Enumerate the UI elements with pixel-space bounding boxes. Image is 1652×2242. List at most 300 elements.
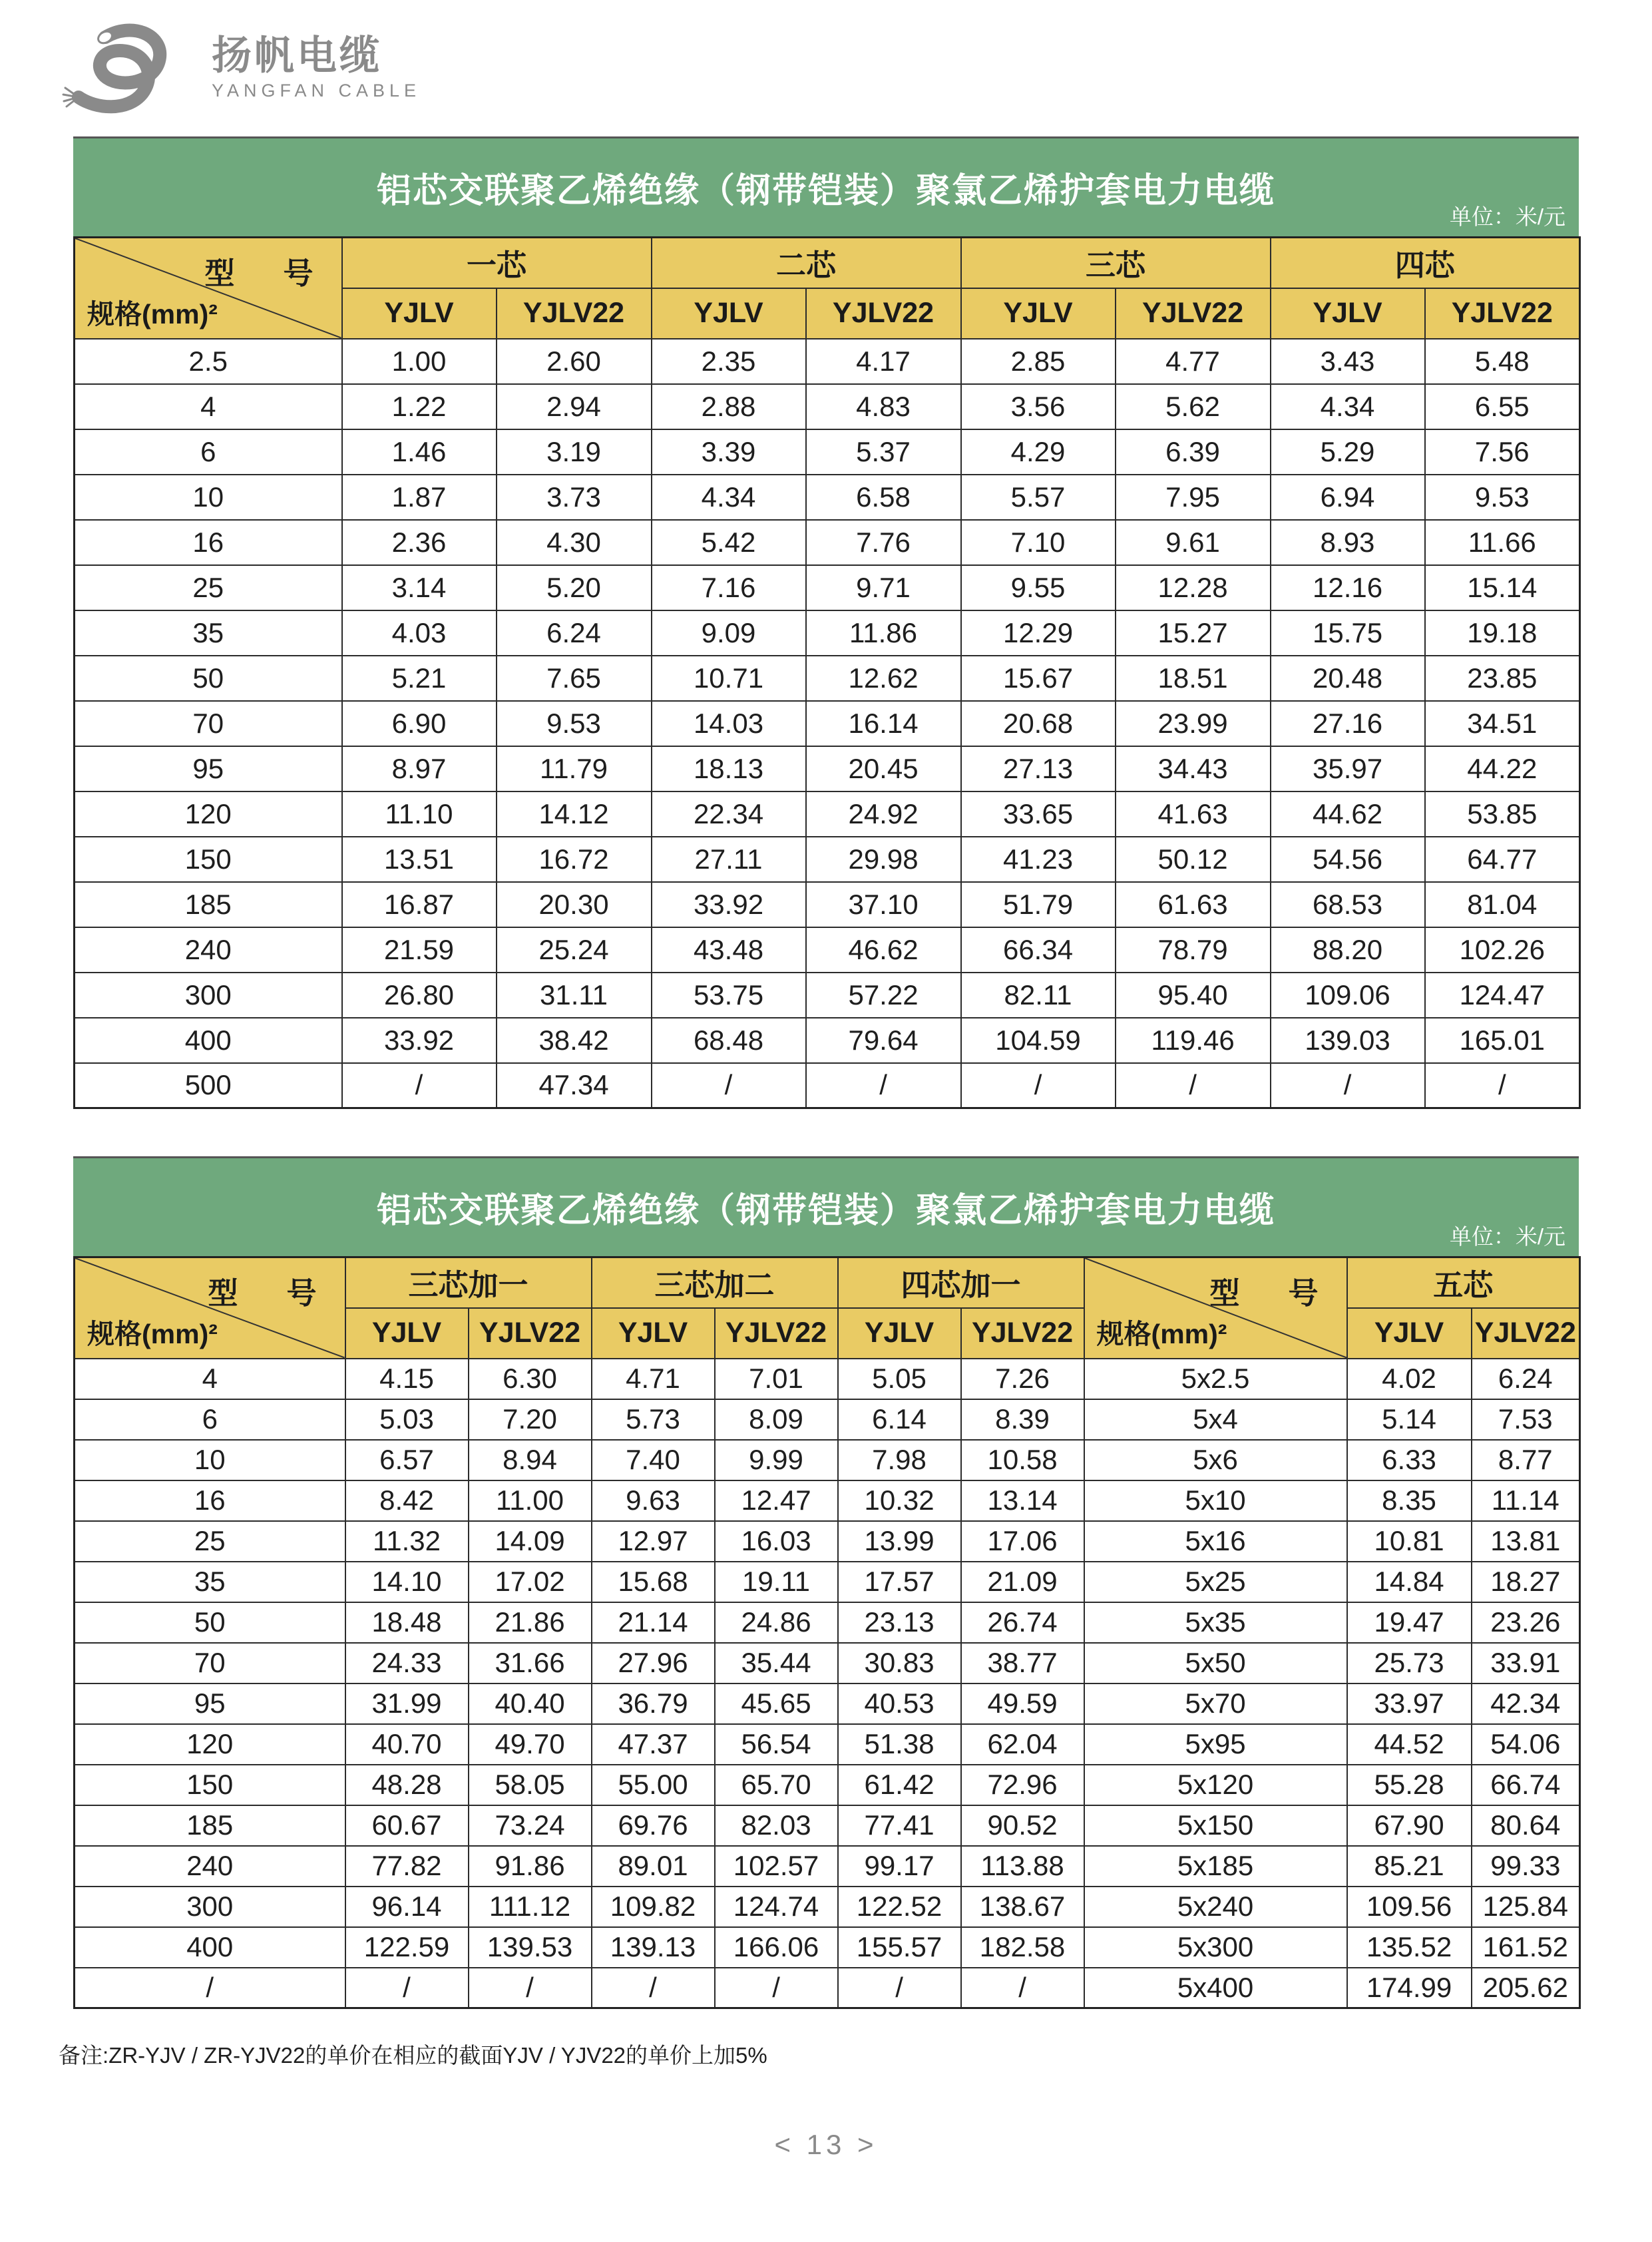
- price-cell: 13.14: [961, 1480, 1084, 1521]
- price-cell: 4.71: [592, 1359, 715, 1399]
- price-cell: 7.40: [592, 1440, 715, 1480]
- price-cell: 3.73: [497, 475, 652, 520]
- price-cell: 9.63: [592, 1480, 715, 1521]
- brand-name-cn: 扬帆电缆: [212, 33, 382, 78]
- price-cell: 15.75: [1271, 610, 1425, 656]
- price-cell: 34.43: [1116, 746, 1271, 791]
- price-cell: 205.62: [1472, 1968, 1580, 2008]
- table2-group-4plus1: 四芯加一: [838, 1257, 1084, 1308]
- corner-spec-label: 规格(mm)²: [87, 298, 218, 330]
- price-cell: 66.74: [1472, 1765, 1580, 1805]
- price-cell: 5x95: [1084, 1724, 1347, 1765]
- table-row: [75, 475, 1580, 520]
- price-cell: 14.84: [1347, 1562, 1472, 1602]
- table-row: [75, 791, 1580, 837]
- spec-cell: 240: [75, 1846, 345, 1887]
- price-cell: 88.20: [1271, 927, 1425, 973]
- price-cell: 54.06: [1472, 1724, 1580, 1765]
- price-cell: /: [1271, 1063, 1425, 1108]
- price-cell: 6.90: [342, 701, 497, 746]
- price-cell: 68.48: [652, 1018, 806, 1063]
- price-cell: 47.37: [592, 1724, 715, 1765]
- brand-logo: [59, 17, 421, 117]
- price-cell: 5x150: [1084, 1805, 1347, 1846]
- price-cell: 40.53: [838, 1683, 961, 1724]
- price-cell: 13.81: [1472, 1521, 1580, 1562]
- price-cell: 27.96: [592, 1643, 715, 1683]
- price-cell: 5.20: [497, 565, 652, 610]
- price-cell: 50.12: [1116, 837, 1271, 882]
- price-cell: 25.24: [497, 927, 652, 973]
- price-cell: 1.22: [342, 384, 497, 429]
- price-cell: 11.86: [806, 610, 961, 656]
- price-cell: 7.26: [961, 1359, 1084, 1399]
- spec-cell: 95: [75, 746, 342, 791]
- price-cell: 11.14: [1472, 1480, 1580, 1521]
- price-cell: 37.10: [806, 882, 961, 927]
- price-cell: 55.00: [592, 1765, 715, 1805]
- table-row: [75, 1765, 1580, 1805]
- price-cell: 5x6: [1084, 1440, 1347, 1480]
- price-cell: /: [961, 1063, 1116, 1108]
- spec-cell: 4: [75, 384, 342, 429]
- price-cell: 18.27: [1472, 1562, 1580, 1602]
- price-cell: 4.29: [961, 429, 1116, 475]
- table2-subheader: YJLV22: [715, 1308, 838, 1359]
- price-cell: 5x10: [1084, 1480, 1347, 1521]
- spec-cell: 35: [75, 1562, 345, 1602]
- price-cell: 15.27: [1116, 610, 1271, 656]
- price-cell: 68.53: [1271, 882, 1425, 927]
- price-cell: 82.11: [961, 973, 1116, 1018]
- price-cell: 8.35: [1347, 1480, 1472, 1521]
- price-cell: 7.53: [1472, 1399, 1580, 1440]
- table1-subheader: YJLV: [1271, 288, 1425, 339]
- price-cell: 33.97: [1347, 1683, 1472, 1724]
- price-cell: 4.15: [345, 1359, 469, 1399]
- price-cell: 4.17: [806, 339, 961, 384]
- price-cell: 155.57: [838, 1927, 961, 1968]
- table1-header-bar: [73, 136, 1579, 236]
- price-cell: 7.20: [469, 1399, 592, 1440]
- price-cell: 125.84: [1472, 1887, 1580, 1927]
- price-cell: 166.06: [715, 1927, 838, 1968]
- table1-subheader: YJLV22: [497, 288, 652, 339]
- price-cell: 4.02: [1347, 1359, 1472, 1399]
- price-cell: 5.14: [1347, 1399, 1472, 1440]
- price-cell: 5x185: [1084, 1846, 1347, 1887]
- price-cell: 5.62: [1116, 384, 1271, 429]
- price-cell: 12.29: [961, 610, 1116, 656]
- price-cell: 7.65: [497, 656, 652, 701]
- price-cell: 49.70: [469, 1724, 592, 1765]
- price-cell: 27.16: [1271, 701, 1425, 746]
- price-cell: /: [345, 1968, 469, 2008]
- table2-subheader: YJLV22: [469, 1308, 592, 1359]
- price-cell: 2.35: [652, 339, 806, 384]
- price-cell: 65.70: [715, 1765, 838, 1805]
- price-cell: 10.58: [961, 1440, 1084, 1480]
- price-table-2: [73, 1256, 1581, 2009]
- spec-cell: 50: [75, 656, 342, 701]
- spec-cell: 95: [75, 1683, 345, 1724]
- price-cell: 4.77: [1116, 339, 1271, 384]
- price-cell: 45.65: [715, 1683, 838, 1724]
- price-cell: 22.34: [652, 791, 806, 837]
- price-cell: 5x240: [1084, 1887, 1347, 1927]
- table1-body: [75, 339, 1580, 1108]
- price-cell: 25.73: [1347, 1643, 1472, 1683]
- price-cell: 5.73: [592, 1399, 715, 1440]
- price-cell: 5x70: [1084, 1683, 1347, 1724]
- corner-model-label: 型 号: [1209, 1276, 1328, 1310]
- table-row: [75, 1846, 1580, 1887]
- price-cell: 21.09: [961, 1562, 1084, 1602]
- price-cell: 33.92: [652, 882, 806, 927]
- price-cell: 5.21: [342, 656, 497, 701]
- table-row: [75, 837, 1580, 882]
- price-cell: 31.66: [469, 1643, 592, 1683]
- price-cell: 73.24: [469, 1805, 592, 1846]
- price-cell: 161.52: [1472, 1927, 1580, 1968]
- price-cell: 24.33: [345, 1643, 469, 1683]
- price-cell: 23.26: [1472, 1602, 1580, 1643]
- table-row: [75, 520, 1580, 565]
- price-cell: 38.42: [497, 1018, 652, 1063]
- price-cell: 102.26: [1425, 927, 1580, 973]
- table2-body: [75, 1359, 1580, 2008]
- price-cell: 5.05: [838, 1359, 961, 1399]
- price-cell: 14.03: [652, 701, 806, 746]
- price-cell: 124.74: [715, 1887, 838, 1927]
- price-cell: 14.09: [469, 1521, 592, 1562]
- price-cell: 44.62: [1271, 791, 1425, 837]
- price-cell: 23.85: [1425, 656, 1580, 701]
- price-cell: 6.24: [497, 610, 652, 656]
- spec-cell: 185: [75, 1805, 345, 1846]
- price-cell: 47.34: [497, 1063, 652, 1108]
- price-cell: 36.79: [592, 1683, 715, 1724]
- price-cell: 139.13: [592, 1927, 715, 1968]
- price-cell: 8.39: [961, 1399, 1084, 1440]
- price-cell: 3.39: [652, 429, 806, 475]
- price-cell: 5x4: [1084, 1399, 1347, 1440]
- table-row: [75, 565, 1580, 610]
- price-cell: 15.67: [961, 656, 1116, 701]
- price-cell: 19.47: [1347, 1602, 1472, 1643]
- price-cell: 138.67: [961, 1887, 1084, 1927]
- table2-corner-cell: [75, 1257, 345, 1359]
- price-cell: 8.42: [345, 1480, 469, 1521]
- price-cell: 3.43: [1271, 339, 1425, 384]
- brand-name: [212, 34, 421, 101]
- price-cell: 6.30: [469, 1359, 592, 1399]
- spec-cell: 16: [75, 1480, 345, 1521]
- price-cell: 19.18: [1425, 610, 1580, 656]
- table2-subheader: YJLV: [345, 1308, 469, 1359]
- price-cell: 6.57: [345, 1440, 469, 1480]
- corner-spec-label: 规格(mm)²: [1096, 1318, 1227, 1349]
- price-cell: 119.46: [1116, 1018, 1271, 1063]
- price-cell: 99.33: [1472, 1846, 1580, 1887]
- brand-name-en: YANGFAN CABLE: [212, 80, 421, 101]
- price-cell: /: [715, 1968, 838, 2008]
- price-cell: 43.48: [652, 927, 806, 973]
- price-cell: 4.03: [342, 610, 497, 656]
- price-cell: 7.01: [715, 1359, 838, 1399]
- price-cell: 13.51: [342, 837, 497, 882]
- table2-header-bar: [73, 1156, 1579, 1256]
- spec-cell: 400: [75, 1018, 342, 1063]
- price-cell: 34.51: [1425, 701, 1580, 746]
- price-cell: 51.38: [838, 1724, 961, 1765]
- price-cell: 10.32: [838, 1480, 961, 1521]
- price-cell: /: [1425, 1063, 1580, 1108]
- price-cell: 8.93: [1271, 520, 1425, 565]
- price-cell: 89.01: [592, 1846, 715, 1887]
- price-table-1: [73, 236, 1581, 1109]
- price-cell: /: [961, 1968, 1084, 2008]
- price-cell: 3.14: [342, 565, 497, 610]
- price-cell: 61.63: [1116, 882, 1271, 927]
- table2-subheader: YJLV22: [1472, 1308, 1580, 1359]
- price-cell: 66.34: [961, 927, 1116, 973]
- table2-subheader: YJLV: [1347, 1308, 1472, 1359]
- spec-cell: 120: [75, 791, 342, 837]
- price-cell: 12.28: [1116, 565, 1271, 610]
- price-cell: 12.16: [1271, 565, 1425, 610]
- table-row: [75, 701, 1580, 746]
- price-cell: /: [652, 1063, 806, 1108]
- price-cell: 14.10: [345, 1562, 469, 1602]
- price-cell: 6.94: [1271, 475, 1425, 520]
- table-row: [75, 746, 1580, 791]
- price-cell: 5x300: [1084, 1927, 1347, 1968]
- price-cell: 80.64: [1472, 1805, 1580, 1846]
- spec-cell: 10: [75, 475, 342, 520]
- price-cell: 11.32: [345, 1521, 469, 1562]
- spec-cell: 150: [75, 1765, 345, 1805]
- price-cell: 58.05: [469, 1765, 592, 1805]
- price-cell: 109.56: [1347, 1887, 1472, 1927]
- price-cell: 26.80: [342, 973, 497, 1018]
- price-cell: 11.00: [469, 1480, 592, 1521]
- table2-title: 铝芯交联聚乙烯绝缘（钢带铠装）聚氯乙烯护套电力电缆: [376, 1192, 1275, 1230]
- price-cell: 13.99: [838, 1521, 961, 1562]
- spec-cell: 35: [75, 610, 342, 656]
- table-row: [75, 1805, 1580, 1846]
- price-cell: 35.97: [1271, 746, 1425, 791]
- spec-cell: 240: [75, 927, 342, 973]
- price-cell: 5x16: [1084, 1521, 1347, 1562]
- price-cell: 9.09: [652, 610, 806, 656]
- spec-cell: 400: [75, 1927, 345, 1968]
- price-cell: /: [838, 1968, 961, 2008]
- price-cell: 26.74: [961, 1602, 1084, 1643]
- table2-subheader: YJLV22: [961, 1308, 1084, 1359]
- price-cell: 81.04: [1425, 882, 1580, 927]
- spec-cell: 25: [75, 565, 342, 610]
- price-cell: 44.52: [1347, 1724, 1472, 1765]
- price-cell: /: [469, 1968, 592, 2008]
- price-cell: 4.34: [1271, 384, 1425, 429]
- price-cell: 79.64: [806, 1018, 961, 1063]
- table2-group-5core: 五芯: [1347, 1257, 1580, 1308]
- price-cell: 9.53: [1425, 475, 1580, 520]
- spec-cell: 70: [75, 701, 342, 746]
- price-cell: 35.44: [715, 1643, 838, 1683]
- price-cell: 18.51: [1116, 656, 1271, 701]
- cable-logo-icon: [59, 17, 198, 117]
- price-cell: 27.13: [961, 746, 1116, 791]
- table-row: [75, 1521, 1580, 1562]
- price-cell: 8.09: [715, 1399, 838, 1440]
- price-cell: 9.61: [1116, 520, 1271, 565]
- price-cell: 3.56: [961, 384, 1116, 429]
- price-cell: 62.04: [961, 1724, 1084, 1765]
- price-cell: 95.40: [1116, 973, 1271, 1018]
- table2-subheader: YJLV: [592, 1308, 715, 1359]
- price-cell: 42.34: [1472, 1683, 1580, 1724]
- price-cell: 2.60: [497, 339, 652, 384]
- spec-cell: 6: [75, 1399, 345, 1440]
- table-row: [75, 882, 1580, 927]
- price-cell: 6.24: [1472, 1359, 1580, 1399]
- price-cell: 51.79: [961, 882, 1116, 927]
- price-cell: 9.53: [497, 701, 652, 746]
- price-cell: 31.11: [497, 973, 652, 1018]
- spec-cell: /: [75, 1968, 345, 2008]
- price-cell: 7.56: [1425, 429, 1580, 475]
- spec-cell: 16: [75, 520, 342, 565]
- price-cell: 6.14: [838, 1399, 961, 1440]
- table-row: [75, 973, 1580, 1018]
- table1-group-4core: 四芯: [1271, 238, 1580, 288]
- price-cell: 85.21: [1347, 1846, 1472, 1887]
- price-cell: 165.01: [1425, 1018, 1580, 1063]
- spec-cell: 10: [75, 1440, 345, 1480]
- price-cell: 102.57: [715, 1846, 838, 1887]
- price-cell: 46.62: [806, 927, 961, 973]
- table-row: [75, 1562, 1580, 1602]
- price-cell: 55.28: [1347, 1765, 1472, 1805]
- price-cell: 6.55: [1425, 384, 1580, 429]
- corner-model-label: 型 号: [208, 1276, 326, 1310]
- price-cell: 53.85: [1425, 791, 1580, 837]
- price-cell: 8.94: [469, 1440, 592, 1480]
- price-cell: 99.17: [838, 1846, 961, 1887]
- price-cell: 96.14: [345, 1887, 469, 1927]
- price-cell: 78.79: [1116, 927, 1271, 973]
- price-cell: 124.47: [1425, 973, 1580, 1018]
- price-cell: 17.57: [838, 1562, 961, 1602]
- price-cell: 5.29: [1271, 429, 1425, 475]
- price-cell: 24.86: [715, 1602, 838, 1643]
- table-row: [75, 1968, 1580, 2008]
- price-cell: 2.94: [497, 384, 652, 429]
- price-cell: 17.02: [469, 1562, 592, 1602]
- price-cell: 33.92: [342, 1018, 497, 1063]
- table2-group-3plus2: 三芯加二: [592, 1257, 838, 1308]
- price-cell: 16.03: [715, 1521, 838, 1562]
- price-cell: 139.03: [1271, 1018, 1425, 1063]
- table2-unit-label: 单位：米/元: [1449, 1224, 1565, 1249]
- price-cell: 29.98: [806, 837, 961, 882]
- table-row: [75, 656, 1580, 701]
- price-cell: 2.36: [342, 520, 497, 565]
- price-cell: 1.00: [342, 339, 497, 384]
- table-row: [75, 1643, 1580, 1683]
- table-row: [75, 1440, 1580, 1480]
- price-cell: 122.52: [838, 1887, 961, 1927]
- price-cell: 57.22: [806, 973, 961, 1018]
- price-cell: 135.52: [1347, 1927, 1472, 1968]
- price-cell: 16.14: [806, 701, 961, 746]
- price-cell: 21.59: [342, 927, 497, 973]
- price-cell: 113.88: [961, 1846, 1084, 1887]
- price-cell: 10.81: [1347, 1521, 1472, 1562]
- table-row: [75, 610, 1580, 656]
- price-cell: 182.58: [961, 1927, 1084, 1968]
- price-cell: 21.14: [592, 1602, 715, 1643]
- price-cell: 90.52: [961, 1805, 1084, 1846]
- price-cell: 67.90: [1347, 1805, 1472, 1846]
- table1-corner-cell: [75, 238, 342, 339]
- price-cell: 48.28: [345, 1765, 469, 1805]
- price-cell: 12.97: [592, 1521, 715, 1562]
- price-table-1-section: [73, 136, 1579, 1109]
- price-cell: 20.48: [1271, 656, 1425, 701]
- spec-cell: 70: [75, 1643, 345, 1683]
- price-table-2-section: [73, 1156, 1579, 2009]
- price-cell: 5.48: [1425, 339, 1580, 384]
- price-cell: 2.88: [652, 384, 806, 429]
- price-cell: 3.19: [497, 429, 652, 475]
- table-row: [75, 1063, 1580, 1108]
- table-row: [75, 1399, 1580, 1440]
- price-cell: 72.96: [961, 1765, 1084, 1805]
- table-row: [75, 1602, 1580, 1643]
- table1-title: 铝芯交联聚乙烯绝缘（钢带铠装）聚氯乙烯护套电力电缆: [376, 172, 1275, 210]
- price-cell: 40.70: [345, 1724, 469, 1765]
- table2-group-3plus1: 三芯加一: [345, 1257, 592, 1308]
- table-row: [75, 1018, 1580, 1063]
- spec-cell: 150: [75, 837, 342, 882]
- price-cell: 61.42: [838, 1765, 961, 1805]
- price-cell: 40.40: [469, 1683, 592, 1724]
- spec-cell: 50: [75, 1602, 345, 1643]
- price-cell: 5.03: [345, 1399, 469, 1440]
- price-cell: 16.72: [497, 837, 652, 882]
- price-cell: 64.77: [1425, 837, 1580, 882]
- spec-cell: 6: [75, 429, 342, 475]
- price-cell: 7.16: [652, 565, 806, 610]
- price-cell: 18.13: [652, 746, 806, 791]
- price-cell: 6.33: [1347, 1440, 1472, 1480]
- price-cell: 9.55: [961, 565, 1116, 610]
- price-cell: 69.76: [592, 1805, 715, 1846]
- price-cell: 44.22: [1425, 746, 1580, 791]
- price-cell: 14.12: [497, 791, 652, 837]
- price-cell: /: [1116, 1063, 1271, 1108]
- price-cell: 109.06: [1271, 973, 1425, 1018]
- table1-subheader: YJLV22: [1425, 288, 1580, 339]
- price-cell: 4.34: [652, 475, 806, 520]
- price-cell: 30.83: [838, 1643, 961, 1683]
- price-cell: 5x120: [1084, 1765, 1347, 1805]
- price-cell: 7.98: [838, 1440, 961, 1480]
- price-cell: 174.99: [1347, 1968, 1472, 2008]
